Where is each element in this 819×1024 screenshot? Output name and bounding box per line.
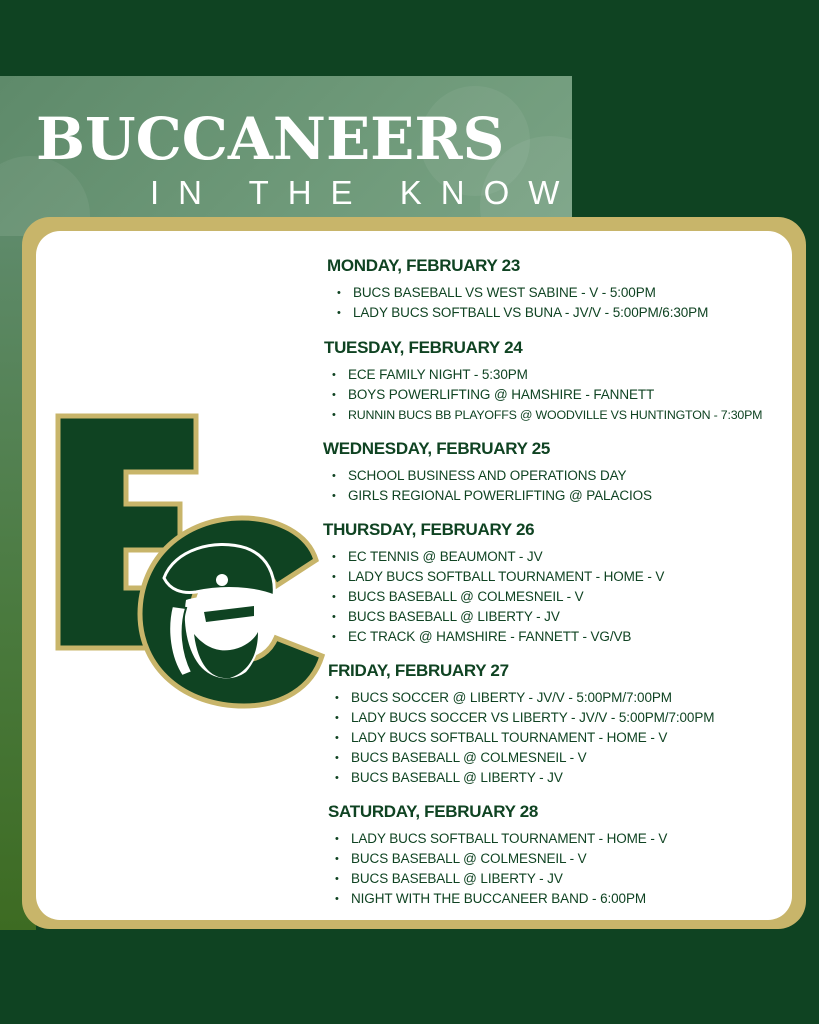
event-item: • LADY BUCS SOFTBALL TOURNAMENT - HOME - V <box>348 567 664 587</box>
event-item: • LADY BUCS SOFTBALL VS BUNA - JV/V - 5:00PM/6:30PM <box>353 303 708 323</box>
day-saturday <box>328 802 667 909</box>
event-list <box>328 688 714 788</box>
day-tuesday <box>324 338 762 425</box>
event-list <box>328 829 667 909</box>
event-item: • BUCS BASEBALL @ COLMESNEIL - V <box>351 849 667 869</box>
event-item: • NIGHT WITH THE BUCCANEER BAND - 6:00PM <box>351 889 667 909</box>
event-item: • BOYS POWERLIFTING @ HAMSHIRE - FANNETT <box>348 385 762 405</box>
day-heading: WEDNESDAY, FEBRUARY 25 <box>323 439 551 458</box>
event-item: • BUCS BASEBALL @ LIBERTY - JV <box>348 607 664 627</box>
event-item: • BUCS BASEBALL VS WEST SABINE - V - 5:00PM <box>353 283 708 303</box>
day-friday <box>328 661 714 788</box>
page-subtitle: IN THE KNOW <box>150 174 579 211</box>
day-heading: MONDAY, FEBRUARY 23 <box>327 256 520 275</box>
event-item: • EC TENNIS @ BEAUMONT - JV <box>348 547 664 567</box>
event-list <box>323 466 652 506</box>
event-item: • LADY BUCS SOCCER VS LIBERTY - JV/V - 5:00PM/7:00PM <box>351 708 714 728</box>
day-thursday <box>323 520 664 647</box>
day-wednesday <box>323 439 652 506</box>
page-title: BUCCANEERS <box>36 105 505 173</box>
day-monday <box>327 256 708 323</box>
ec-buccaneer-logo <box>54 410 326 710</box>
day-heading: THURSDAY, FEBRUARY 26 <box>323 520 535 539</box>
event-list <box>323 547 664 647</box>
event-item: • BUCS SOCCER @ LIBERTY - JV/V - 5:00PM/7:00PM <box>351 688 714 708</box>
day-heading: SATURDAY, FEBRUARY 28 <box>328 802 539 821</box>
event-item: • LADY BUCS SOFTBALL TOURNAMENT - HOME - V <box>351 728 714 748</box>
event-item: • BUCS BASEBALL @ LIBERTY - JV <box>351 869 667 889</box>
event-item: • RUNNIN BUCS BB PLAYOFFS @ WOODVILLE VS HUNTINGTON - 7:30PM <box>348 405 762 425</box>
event-list <box>324 365 762 425</box>
event-item: • GIRLS REGIONAL POWERLIFTING @ PALACIOS <box>348 486 652 506</box>
event-item: • BUCS BASEBALL @ LIBERTY - JV <box>351 768 714 788</box>
event-list <box>327 283 708 323</box>
day-heading: FRIDAY, FEBRUARY 27 <box>328 661 509 680</box>
event-item: • BUCS BASEBALL @ COLMESNEIL - V <box>351 748 714 768</box>
event-item: • ECE FAMILY NIGHT - 5:30PM <box>348 365 762 385</box>
day-heading: TUESDAY, FEBRUARY 24 <box>324 338 523 357</box>
event-item: • EC TRACK @ HAMSHIRE - FANNETT - VG/VB <box>348 627 664 647</box>
event-item: • LADY BUCS SOFTBALL TOURNAMENT - HOME - V <box>351 829 667 849</box>
skull-icon <box>216 574 228 586</box>
event-item: • SCHOOL BUSINESS AND OPERATIONS DAY <box>348 466 652 486</box>
event-item: • BUCS BASEBALL @ COLMESNEIL - V <box>348 587 664 607</box>
